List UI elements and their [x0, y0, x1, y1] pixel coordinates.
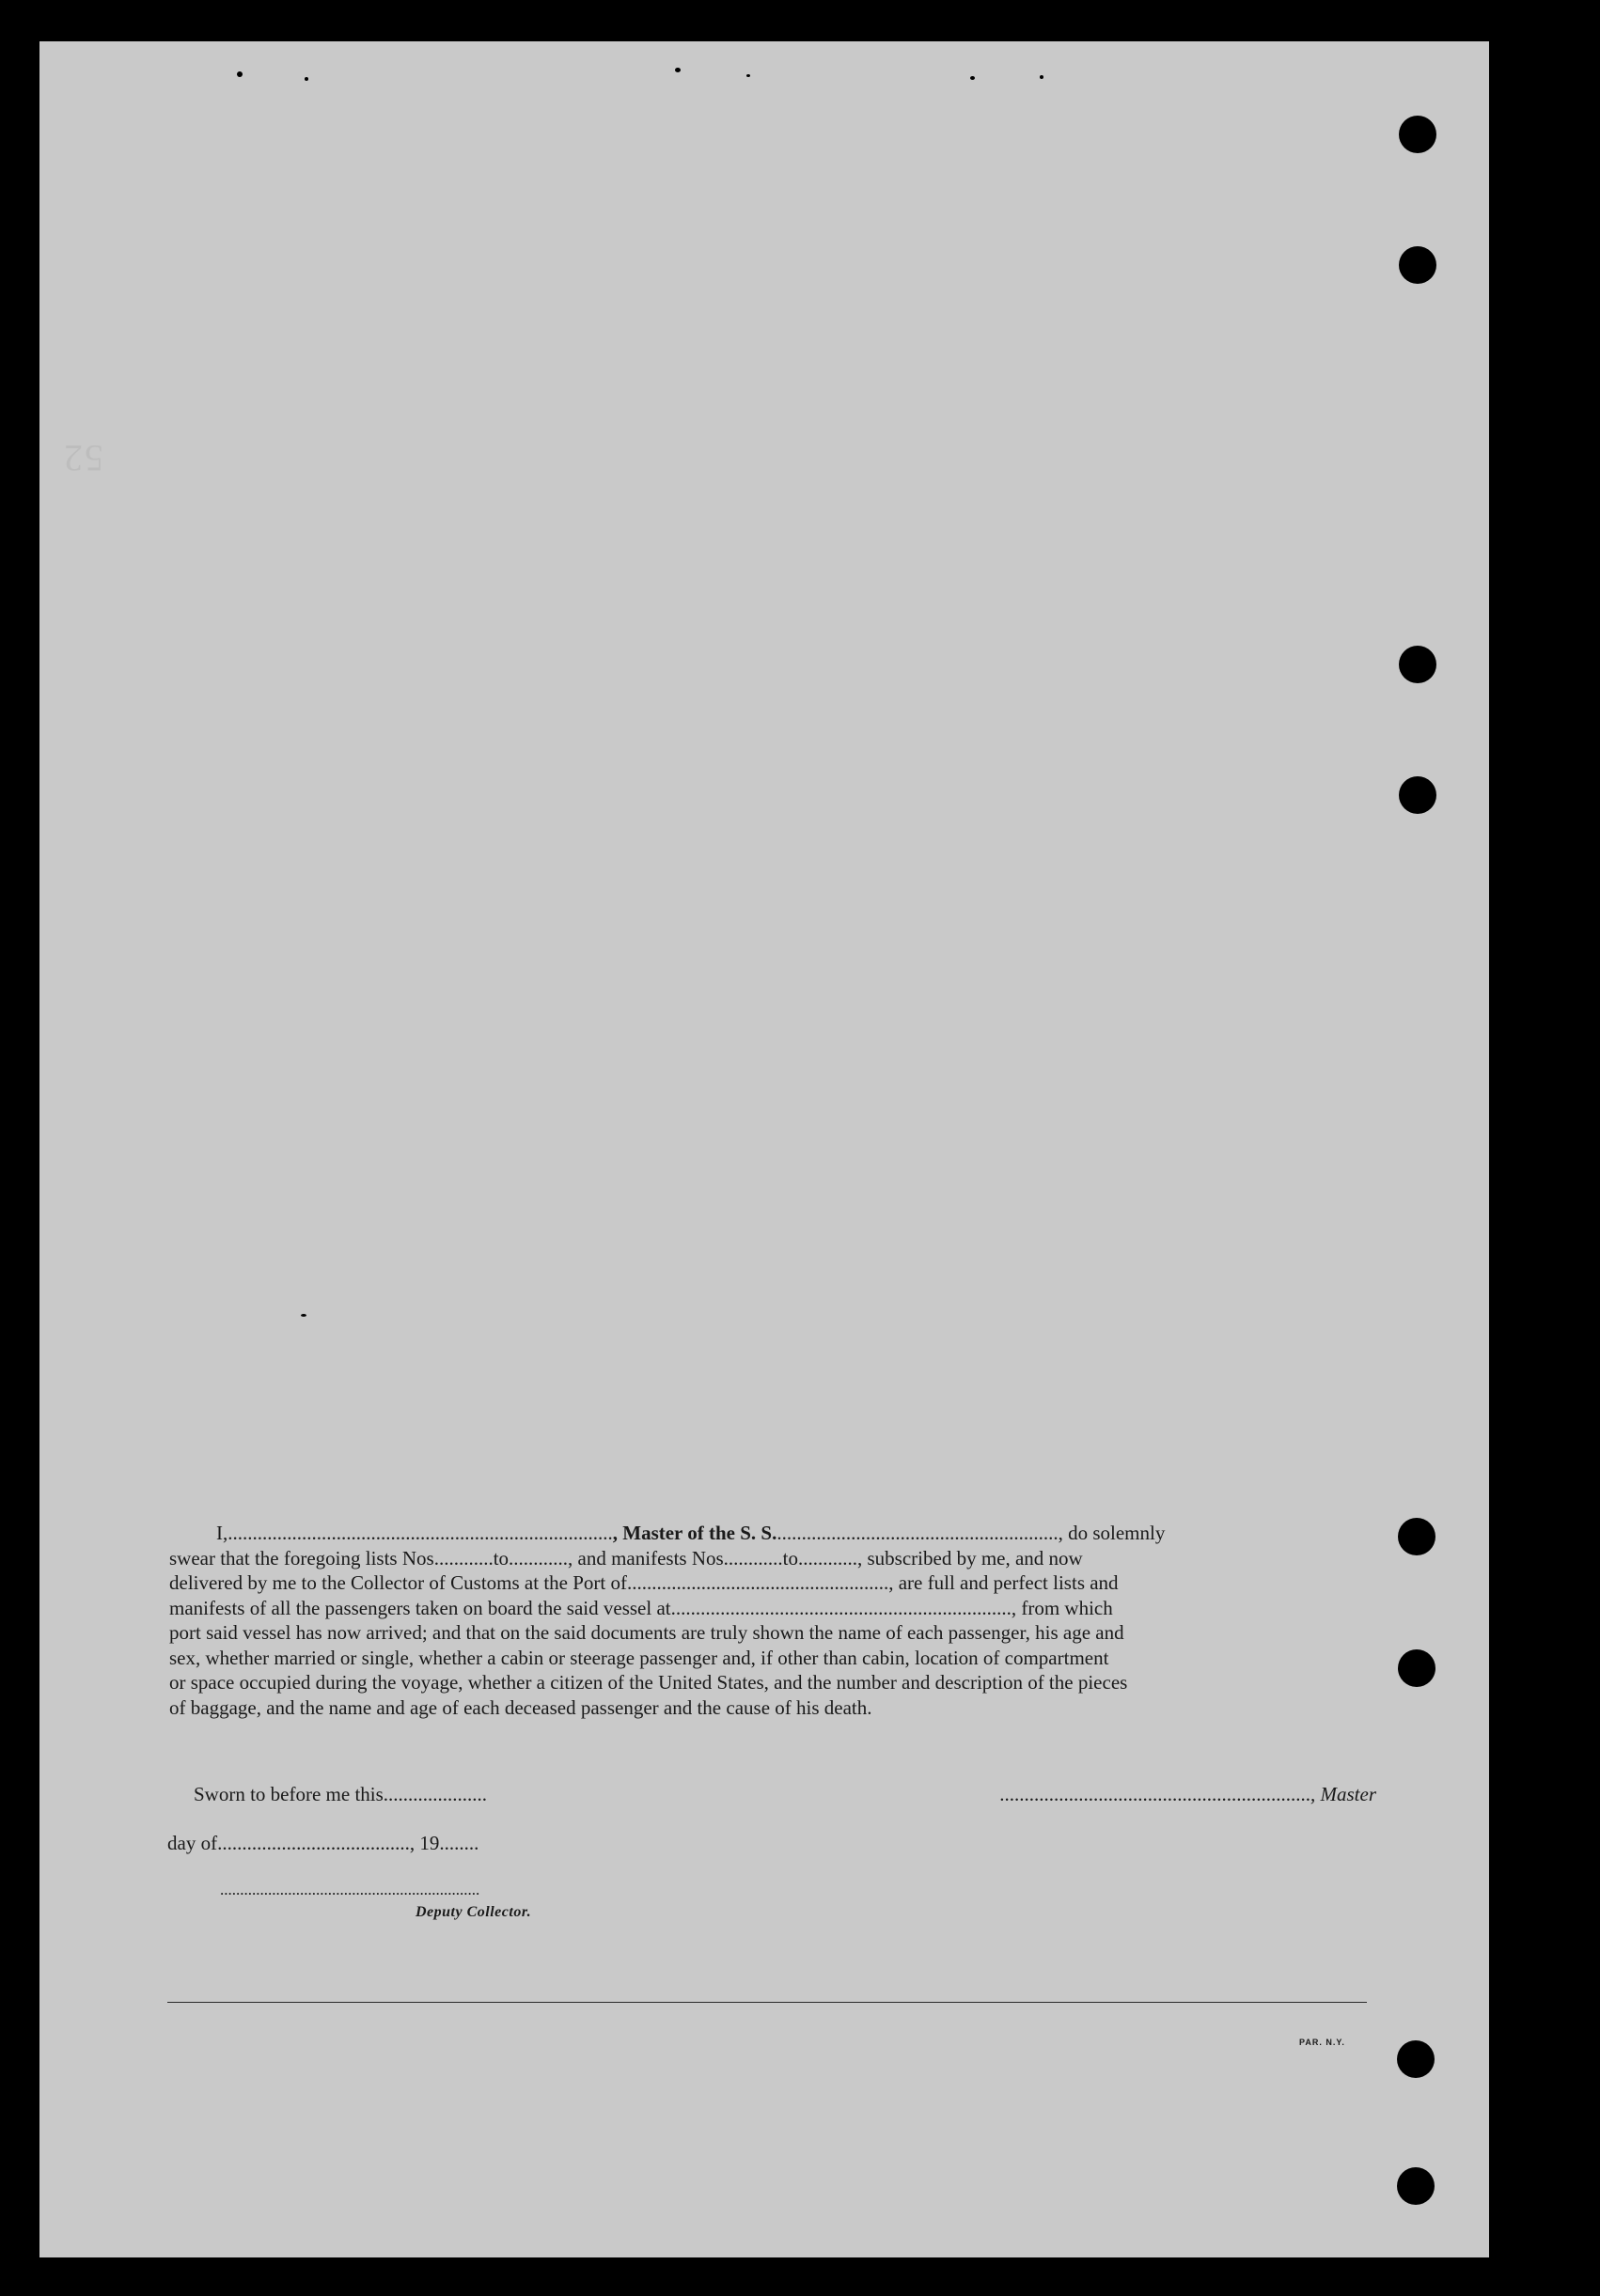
punch-hole: [1399, 646, 1436, 683]
punch-hole: [1398, 1649, 1435, 1687]
oath-line-6: sex, whether married or single, whether a cabin or steerage passenger and, if other than cabin, location of compartment: [169, 1646, 1109, 1669]
day-of-line: day of......................................., 19........: [167, 1832, 479, 1854]
oath-line-2: swear that the foregoing lists Nos............to............, and manifests Nos............to............, subscribed by me, and now: [169, 1546, 1083, 1570]
oath-line-8: of baggage, and the name and age of each deceased passenger and the cause of his death.: [169, 1695, 872, 1719]
speck: [970, 76, 975, 80]
speck: [746, 74, 750, 77]
punch-hole: [1399, 116, 1436, 153]
oath-line-1: [169, 1521, 1378, 1546]
speck: [675, 68, 681, 72]
punch-hole: [1398, 1518, 1435, 1555]
document-page: [39, 41, 1489, 2257]
master-signature-blank: ...............................................................: [999, 1783, 1310, 1805]
oath-line-3: delivered by me to the Collector of Customs at the Port of....................................................., are full and perfect lists and: [169, 1571, 1119, 1594]
speck: [237, 71, 243, 77]
oath-line-5: port said vessel has now arrived; and that on the said documents are truly shown the name of each passenger, his age and: [169, 1621, 1124, 1644]
punch-hole: [1397, 2167, 1435, 2205]
punch-hole: [1399, 776, 1436, 814]
punch-hole: [1397, 2040, 1435, 2078]
punch-hole: [1399, 246, 1436, 284]
oath-paragraph: [169, 1521, 1378, 1720]
master-signature-line: [882, 1783, 1376, 1806]
oath-line-7: or space occupied during the voyage, whether a citizen of the United States, and the number and description of the pieces: [169, 1671, 1128, 1694]
deputy-collector-label: Deputy Collector.: [416, 1904, 532, 1920]
sworn-line: Sworn to before me this.....................: [194, 1783, 488, 1805]
speck: [301, 1314, 306, 1317]
deputy-signature-blank: .................................................................: [220, 1881, 480, 1898]
printer-mark: PAR. N.Y.: [1299, 2038, 1345, 2047]
oath-line-1-ship-blank: .........................................................: [776, 1522, 1059, 1544]
faint-page-mark: 52: [62, 437, 103, 479]
speck: [1040, 75, 1043, 79]
bottom-rule: [167, 2002, 1367, 2003]
speck: [305, 77, 308, 81]
oath-line-1-end: , do solemnly: [1058, 1522, 1166, 1544]
oath-line-4: manifests of all the passengers taken on board the said vessel at....................................................................., from which: [169, 1596, 1113, 1619]
oath-line-1-master-of-ss: , Master of the S. S.: [612, 1522, 777, 1544]
oath-line-1-master-blank: ..............................................................................: [227, 1522, 613, 1544]
oath-line-1-start: I,: [216, 1522, 228, 1544]
master-label: , Master: [1310, 1783, 1376, 1805]
